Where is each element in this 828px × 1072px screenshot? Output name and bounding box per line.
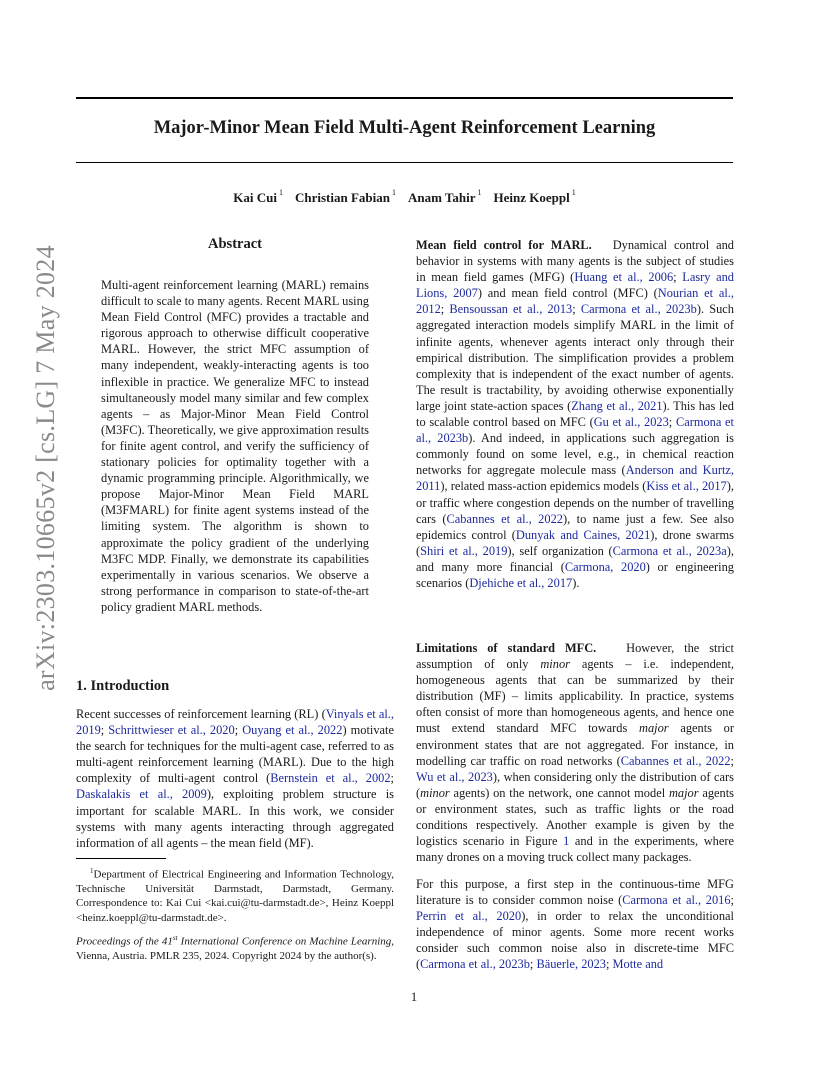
mfc-section	[416, 237, 734, 591]
intro-heading: 1. Introduction	[76, 678, 170, 694]
author-affiliation-mark: 1	[477, 188, 482, 197]
footnote-rule	[76, 858, 166, 859]
citation-link[interactable]: Carmona, 2020	[564, 559, 646, 574]
author-list	[76, 190, 733, 206]
limitations-heading: Limitations of standard MFC.	[416, 641, 597, 655]
citation-link[interactable]: Gu et al., 2023	[593, 415, 669, 430]
citation-link[interactable]: Bernstein et al., 2002	[270, 771, 391, 786]
paper-title: Major-Minor Mean Field Multi-Agent Reinforcement Learning	[153, 118, 656, 138]
page-number: 1	[410, 990, 418, 1004]
top-rule	[76, 97, 733, 99]
emphasis-text: minor	[540, 657, 570, 672]
author-name: Christian Fabian $^1$	[294, 188, 396, 205]
author-affiliation-mark: 1	[571, 188, 576, 197]
emphasis-text: major	[668, 785, 699, 800]
citation-link[interactable]: Shiri et al., 2019	[420, 543, 508, 558]
common-noise-paragraph: For this purpose, a first step in the continuous-time MFG literature is to consider common noise (Carmona et al., 2016; Perrin et al., 2020), in order to relax the unconditional independence of minor agents. Some more recent works consider such common noise also in discrete-time MFC (Carmona et al., 2023b; Bäuerle, 2023; Motte and	[416, 877, 734, 972]
citation-link[interactable]: Perrin et al., 2020	[416, 909, 522, 924]
citation-link[interactable]: Carmona et al., 2023a	[612, 543, 727, 558]
citation-link[interactable]: Daskalakis et al., 2009	[76, 787, 207, 802]
citation-link[interactable]: Vinyals et al., 2019	[76, 707, 395, 738]
citation-link[interactable]: Lasry and Lions, 2007	[416, 270, 734, 301]
author-name: Heinz Koeppl $^1$	[493, 188, 576, 205]
limitations-section	[416, 640, 734, 865]
mfc-heading: Mean field control for MARL.	[416, 238, 592, 252]
citation-link[interactable]: Bensoussan et al., 2013	[449, 302, 573, 317]
citation-link[interactable]: Wu et al., 2023	[416, 769, 493, 784]
citation-link[interactable]: Kiss et al., 2017	[646, 479, 727, 494]
citation-link[interactable]: Anderson and Kurtz, 2011	[416, 463, 734, 494]
citation-link[interactable]: Carmona et al., 2016	[622, 893, 731, 908]
mfc-paragraph	[416, 237, 734, 591]
title-rule	[76, 162, 733, 163]
intro-section	[76, 706, 394, 851]
citation-link[interactable]: Carmona et al., 2023b	[580, 302, 697, 317]
citation-link[interactable]: Carmona et al., 2023b	[416, 415, 734, 446]
arxiv-stamp: arXiv:2303.10665v2 [cs.LG] 7 May 2024	[31, 245, 60, 691]
mfc-text: Dynamical control and behavior in systems with many agents is the subject of studies in mean field games (MFG) (Huang et al., 2006; Lasry and Lions, 2007) and mean field control (MFC) (Nourian et al., 2012; Bensoussan et al., 2013; Carmona et al., 2023b). Such aggregated interaction models simplify MARL in the limit of infinite agents, whenever agents interact only through their empirical distribution. The simplification provides a problem complexity that is independent of the exact number of agents. The result is tractability, by avoiding otherwise exponentially large joint state-action spaces (Zhang et al., 2021). This has led to scalable control based on MFC (Gu et al., 2023; Carmona et al., 2023b). And indeed, in applications such aggregation is commonly found on some level, e.g., in chemical reaction networks for aggregate molecule mass (Anderson and Kurtz, 2011), related mass-action epidemics models (Kiss et al., 2017), or traffic where congestion depends on the number of travelling cars (Cabannes et al., 2022), to name just a few. See also epidemics control (Dunyak and Caines, 2021), drone swarms (Shiri et al., 2019), self organization (Carmona et al., 2023a), and many more financial (Carmona, 2020) or engineering scenarios (Djehiche et al., 2017).	[416, 238, 735, 590]
author-affiliation-mark: 1	[278, 188, 283, 197]
author-name: Kai Cui $^1$	[233, 188, 283, 205]
citation-link[interactable]: Djehiche et al., 2017	[469, 575, 573, 590]
citation-link[interactable]: Huang et al., 2006	[574, 270, 674, 285]
citation-link[interactable]: Zhang et al., 2021	[571, 398, 663, 413]
author-affiliation-mark: 1	[391, 188, 396, 197]
citation-link[interactable]: Motte and	[612, 957, 664, 972]
proceedings-ordinal: st	[172, 934, 178, 942]
citation-link[interactable]: Bäuerle, 2023	[536, 957, 606, 972]
limitations-paragraph	[416, 640, 734, 865]
citation-link[interactable]: Cabannes et al., 2022	[620, 753, 731, 768]
limitations-text: However, the strict assumption of only minor agents – i.e. independent, homogeneous agents that can be summarized by their distribution (MF) – limits applicability. In practice, systems often consist of more than homogeneous agents, and hence one must extend standard MFC towards major agents or environment states that are not aggregated. For instance, in modelling car traffic on road networks (Cabannes et al., 2022; Wu et al., 2023), when considering only the distribution of cars (minor agents) on the network, one cannot model major agents or environment states, such as traffic lights or the road conditions respectively. Another example is given by the logistics scenario in Figure 1 and in the experiments, where many drones on a moving truck collect many packages.	[416, 641, 735, 865]
abstract-text: Multi-agent reinforcement learning (MARL) remains difficult to scale to many agents. Recent MARL using Mean Field Control (MFC) provides a tractable and rigorous approach to otherwise difficult cooperative MARL. However, the strict MFC assumption of many independent, weakly-interacting agents is too inflexible in practice. We generalize MFC to instead simultaneously model many similar and few complex agents – as Major-Minor Mean Field Control (M3FC). Theoretically, we give approximation results for finite agent control, and verify the sufficiency of stationary policies for optimality together with a dynamic programming principle. Algorithmically, we propose Major-Minor Mean Field MARL (M3FMARL) for finite agent systems instead of the limiting system. The algorithm is shown to approximate the policy gradient of the underlying M3FC MDP. Finally, we demonstrate its capabilities experimentally in various scenarios. We observe a strong performance in comparison to state-of-the-art policy gradient MARL methods.	[101, 278, 369, 614]
citation-link[interactable]: 1	[563, 834, 570, 849]
affiliation-text: Department of Electrical Engineering and Information Technology, Technische Universität Darmstadt, Darmstadt, Germany. Correspondence to: Kai Cui <kai.cui@tu-darmstadt.de>, Heinz Koeppl <heinz.koeppl@tu-darmstadt.de>.	[76, 868, 394, 924]
citation-link[interactable]: Carmona et al., 2023b	[420, 957, 530, 972]
intro-paragraph: Recent successes of reinforcement learning (RL) (Vinyals et al., 2019; Schrittwieser et al., 2020; Ouyang et al., 2022) motivate the search for techniques for the multi-agent case, referred to as multi-agent reinforcement learning (MARL). Due to the high complexity of multi-agent control (Bernstein et al., 2002; Daskalakis et al., 2009), exploiting problem structure is important for scalable MARL. In this work, we consider systems with many agents interacting through aggregated information of all agents – the mean field (MF).	[76, 707, 395, 850]
abstract-heading: Abstract	[208, 236, 262, 252]
footnote-mark: 1	[90, 867, 94, 875]
author-name: Anam Tahir $^1$	[407, 188, 482, 205]
proceedings-footnote	[76, 931, 394, 963]
proceedings-conference: International Conference on Machine Learning	[177, 935, 392, 948]
citation-link[interactable]: Dunyak and Caines, 2021	[515, 527, 651, 542]
emphasis-text: major	[639, 721, 669, 736]
citation-link[interactable]: Ouyang et al., 2022	[242, 723, 343, 738]
citation-link[interactable]: Nourian et al., 2012	[416, 286, 735, 317]
proceedings-details: , Vienna, Austria. PMLR 235, 2024. Copyright 2024 by the author(s).	[76, 935, 394, 963]
affiliation-footnote	[76, 864, 394, 925]
citation-link[interactable]: Schrittwieser et al., 2020	[108, 723, 235, 738]
common-noise-section	[416, 876, 734, 973]
citation-link[interactable]: Cabannes et al., 2022	[446, 511, 563, 526]
proceedings-name: Proceedings of the 41	[76, 935, 173, 948]
emphasis-text: minor	[420, 785, 450, 800]
